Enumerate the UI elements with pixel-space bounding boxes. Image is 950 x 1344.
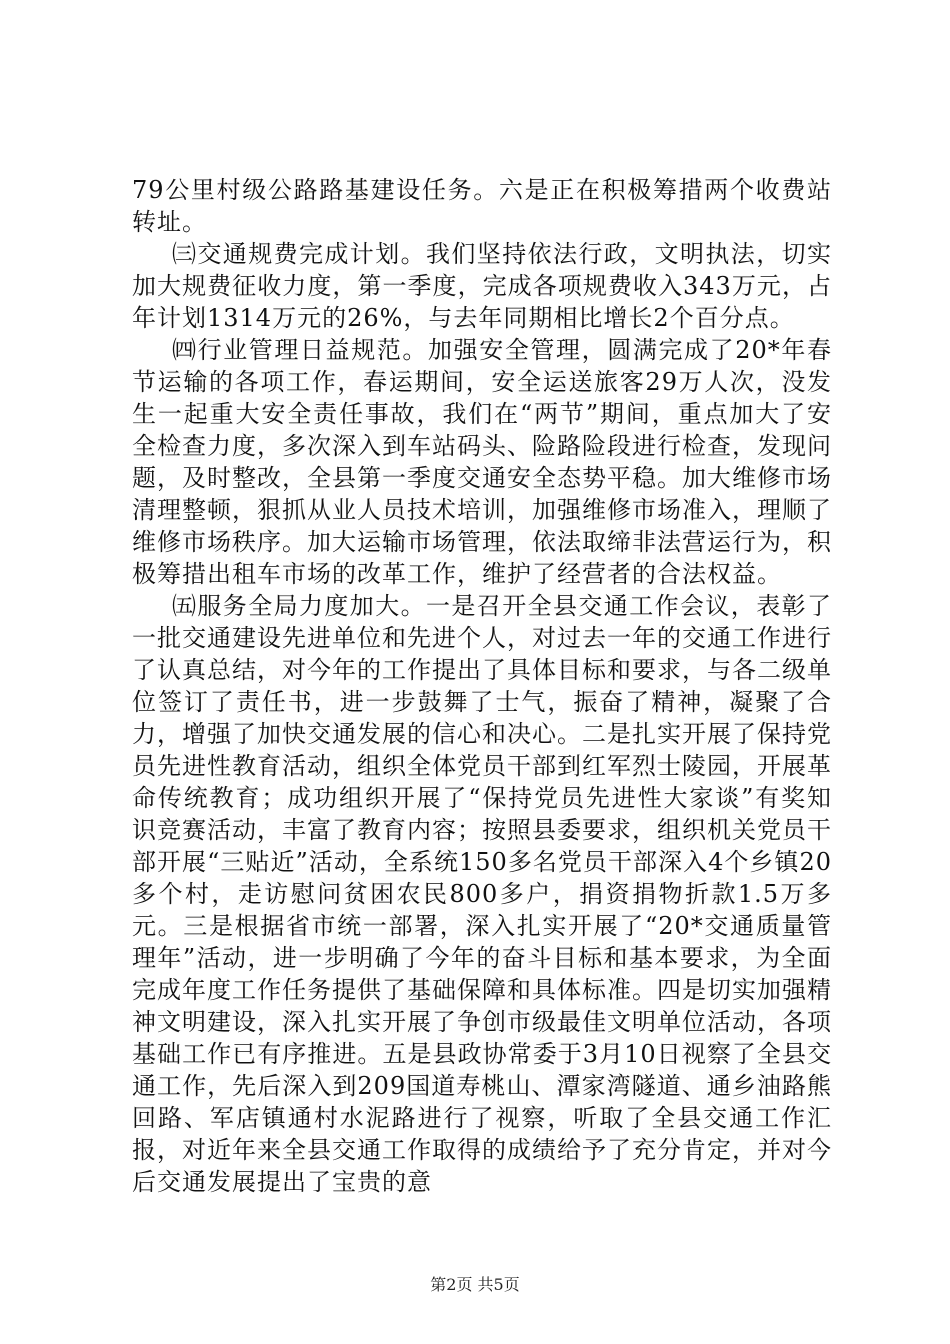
document-body bbox=[132, 174, 832, 1198]
paragraph-continuation: 79公里村级公路路基建设任务。六是正在积极筹措两个收费站转址。 bbox=[132, 176, 832, 236]
paragraph-service: ㈤服务全局力度加大。一是召开全县交通工作会议，表彰了一批交通建设先进单位和先进个人，对过去一年的交通工作进行了认真总结，对今年的工作提出了具体目标和要求，与各二级单位签订了责任书，进一步鼓舞了士气，振奋了精神，凝聚了合力，增强了加快交通发展的信心和决心。二是扎实开展了保持党员先进性教育活动，组织全体党员干部到红军烈士陵园，开展革命传统教育；成功组织开展了“保持党员先进性大家谈”有奖知识竞赛活动，丰富了教育内容；按照县委要求，组织机关党员干部开展“三贴近”活动，全系统150多名党员干部深入4个乡镇20多个村，走访慰问贫困农民800多户，捐资捐物折款1.5万多元。三是根据省市统一部署，深入扎实开展了“20*交通质量管理年”活动，进一步明确了今年的奋斗目标和基本要求，为全面完成年度工作任务提供了基础保障和具体标准。四是切实加强精神文明建设，深入扎实开展了争创市级最佳文明单位活动，各项基础工作已有序推进。五是县政协常委于3月10日视察了全县交通工作，先后深入到209国道寿桃山、潭家湾隧道、通乡油路熊回路、军店镇通村水泥路进行了视察，听取了全县交通工作汇报，对近年来全县交通工作取得的成绩给予了充分肯定，并对今后交通发展提出了宝贵的意 bbox=[132, 592, 832, 1196]
page-footer: 第2页 共5页 bbox=[430, 1275, 520, 1294]
paragraph-fees: ㈢交通规费完成计划。我们坚持依法行政，文明执法，切实加大规费征收力度，第一季度，完成各项规费收入343万元，占年计划1314万元的26%，与去年同期相比增长2个百分点。 bbox=[132, 240, 832, 332]
paragraph-industry-management: ㈣行业管理日益规范。加强安全管理，圆满完成了20*年春节运输的各项工作，春运期间，安全运送旅客29万人次，没发生一起重大安全责任事故，我们在“两节”期间，重点加大了安全检查力度，多次深入到车站码头、险路险段进行检查，发现问题，及时整改，全县第一季度交通安全态势平稳。加大维修市场清理整顿，狠抓从业人员技术培训，加强维修市场准入，理顺了维修市场秩序。加大运输市场管理，依法取缔非法营运行为，积极筹措出租车市场的改革工作，维护了经营者的合法权益。 bbox=[132, 336, 832, 588]
